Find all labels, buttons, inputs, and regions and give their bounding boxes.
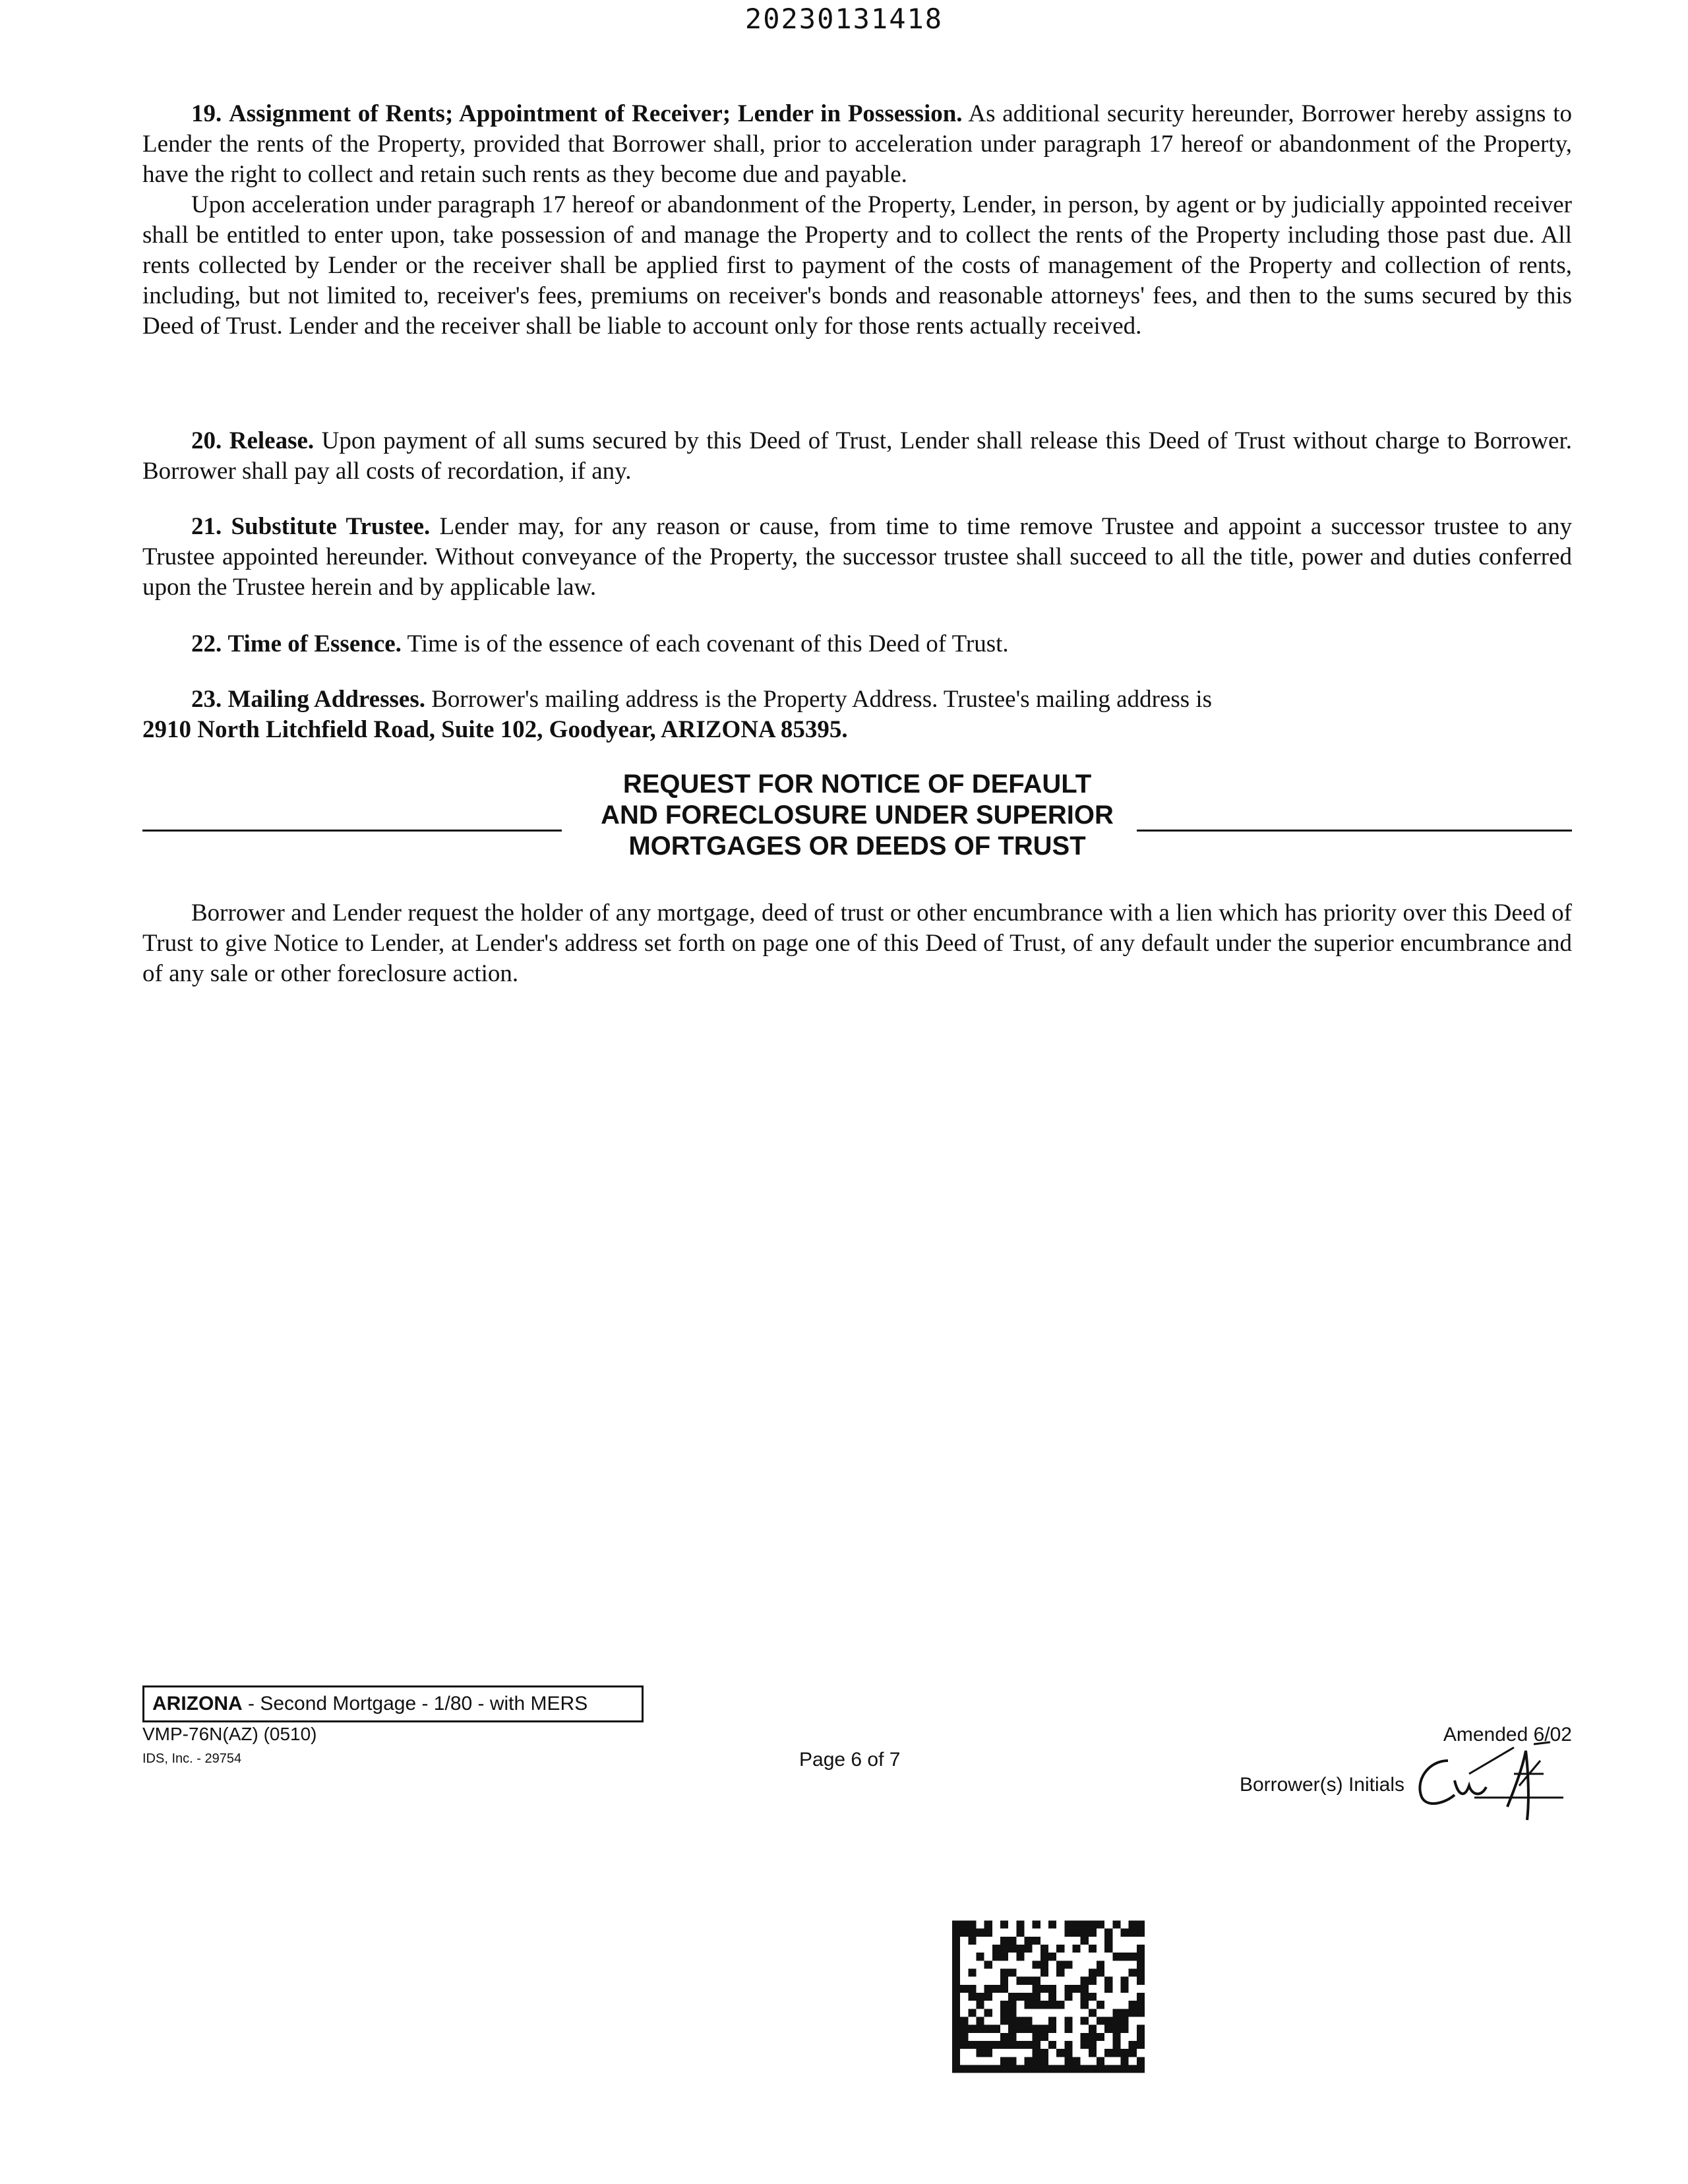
section-22-text: Time is of the essence of each covenant of this Deed of Trust.	[407, 630, 1009, 657]
trustee-address: 2910 North Litchfield Road, Suite 102, Goodyear, ARIZONA 85395.	[142, 716, 848, 743]
page-number: Page 6 of 7	[799, 1749, 901, 1771]
amended-date: Amended 6/02	[1443, 1724, 1572, 1745]
section-19	[142, 99, 1572, 342]
form-title-box	[142, 1685, 644, 1722]
section-22-title: Time of Essence.	[227, 630, 402, 657]
section-19-number: 19.	[191, 100, 222, 127]
section-20-text: Upon payment of all sums secured by this Deed of Trust, Lender shall release this Deed of Trust without charge to Borrower. Borrower shall pay all costs of recordation, if any.	[142, 427, 1573, 485]
section-19-text: As additional security hereunder, Borrower hereby assigns to Lender the rents of the Property, provided that Borrower shall, prior to acceleration under paragraph 17 hereof or abandonment of the Property, have the right to collect and retain such rents as they become due and payable.	[142, 100, 1573, 188]
section-20-number: 20.	[191, 427, 222, 454]
section-20-title: Release.	[229, 427, 315, 454]
borrower-initials-signature	[1408, 1734, 1573, 1827]
form-state: ARIZONA	[152, 1693, 243, 1714]
datamatrix-barcode	[952, 1920, 1145, 2073]
section-23	[142, 684, 1572, 745]
section-21-title: Substitute Trustee.	[231, 513, 431, 540]
vendor-code: IDS, Inc. - 29754	[142, 1751, 242, 1766]
notice-heading-line-3: MORTGAGES OR DEEDS OF TRUST	[628, 832, 1086, 861]
section-23-text: Borrower's mailing address is the Property Address. Trustee's mailing address is	[431, 686, 1213, 713]
section-23-title: Mailing Addresses.	[227, 686, 425, 713]
section-19-text-2: Upon acceleration under paragraph 17 hereof or abandonment of the Property, Lender, in person, by agent or by judicially appointed receiver shall be entitled to enter upon, take possession of and manage the Property and to collect the rents of the Property including those past due. All rents collected by Lender or the receiver shall be applied first to payment of the costs of management of the Property and collection of rents, including, but not limited to, receiver's fees, premiums on receiver's bonds and reasonable attorneys' fees, and then to the sums secured by this Deed of Trust. Lender and the receiver shall be liable to account only for those rents actually received.	[142, 191, 1572, 340]
notice-heading-line-1: REQUEST FOR NOTICE OF DEFAULT	[622, 770, 1092, 799]
section-19-title: Assignment of Rents; Appointment of Receiver; Lender in Possession.	[229, 100, 963, 127]
notice-body	[142, 898, 1572, 989]
section-21-number: 21.	[191, 513, 222, 540]
document-number: 20230131418	[744, 3, 944, 35]
section-21	[142, 512, 1572, 603]
section-20	[142, 426, 1572, 487]
section-21-text: Lender may, for any reason or cause, from time to time remove Trustee and appoint a successor trustee to any Trustee appointed hereunder. Without conveyance of the Property, the successor trustee shall succeed to all the title, power and duties conferred upon the Trustee herein and by applicable law.	[142, 513, 1572, 601]
heading-rule-left	[142, 830, 562, 832]
form-code: VMP-76N(AZ) (0510)	[142, 1724, 317, 1744]
notice-heading-line-2: AND FORECLOSURE UNDER SUPERIOR	[601, 801, 1114, 830]
heading-rule-right	[1137, 830, 1572, 832]
form-description: - Second Mortgage - 1/80 - with MERS	[242, 1693, 588, 1714]
notice-text: Borrower and Lender request the holder of any mortgage, deed of trust or other encumbrance with a lien which has priority over this Deed of Trust to give Notice to Lender, at Lender's address set forth on page one of this Deed of Trust, of any default under the superior encumbrance and of any sale or other foreclosure action.	[142, 899, 1572, 987]
section-22	[142, 629, 1572, 659]
borrower-initials-label: Borrower(s) Initials	[1239, 1774, 1404, 1796]
section-22-number: 22.	[191, 630, 222, 657]
section-23-number: 23.	[191, 686, 222, 713]
notice-heading	[142, 769, 1572, 868]
